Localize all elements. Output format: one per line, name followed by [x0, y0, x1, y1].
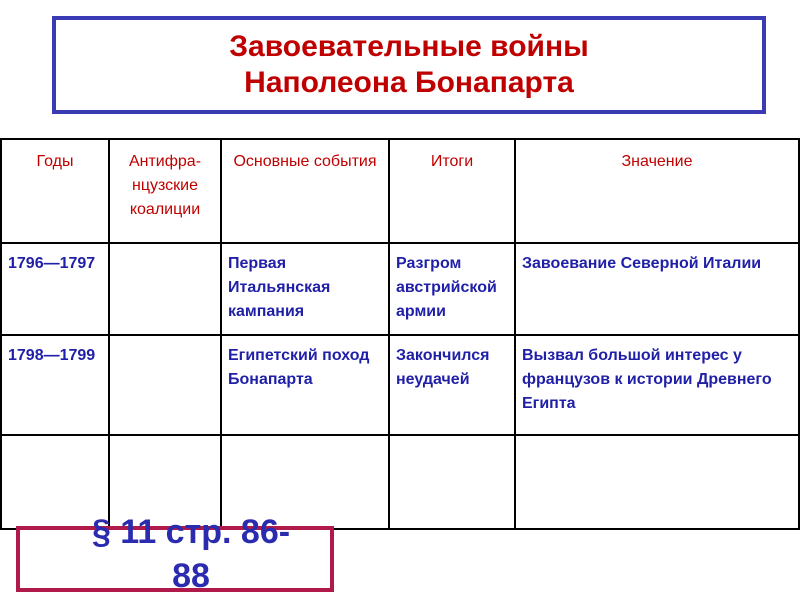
title-line-1: Завоевательные войны: [229, 30, 589, 63]
table-row: [1, 243, 799, 335]
header-years: Годы: [1, 139, 109, 243]
cell-results: Закончился неудачей: [389, 335, 515, 435]
table-row: [1, 335, 799, 435]
cell-meaning: Завоевание Северной Италии: [515, 243, 799, 335]
cell-events: Первая Итальянская кампания: [221, 243, 389, 335]
header-results: Итоги: [389, 139, 515, 243]
title-box: [52, 16, 766, 114]
wars-table: [0, 138, 800, 530]
cell-results: Разгром австрийской армии: [389, 243, 515, 335]
table-header-row: [1, 139, 799, 243]
cell-coalitions: [109, 335, 221, 435]
cell-years: 1796—1797: [1, 243, 109, 335]
header-events: Основные события: [221, 139, 389, 243]
cell-events: Египетский поход Бонапарта: [221, 335, 389, 435]
header-coalitions: Антифра-нцузские коалиции: [109, 139, 221, 243]
cell-meaning: Вызвал большой интерес у французов к истории Древнего Египта: [515, 335, 799, 435]
title-line-2: Наполеона Бонапарта: [244, 66, 574, 99]
cell-meaning: [515, 435, 799, 529]
cell-results: [389, 435, 515, 529]
cell-years: 1798—1799: [1, 335, 109, 435]
paragraph-ref-text: § 11 стр. 86-88: [91, 513, 291, 595]
header-meaning: Значение: [515, 139, 799, 243]
cell-coalitions: [109, 243, 221, 335]
